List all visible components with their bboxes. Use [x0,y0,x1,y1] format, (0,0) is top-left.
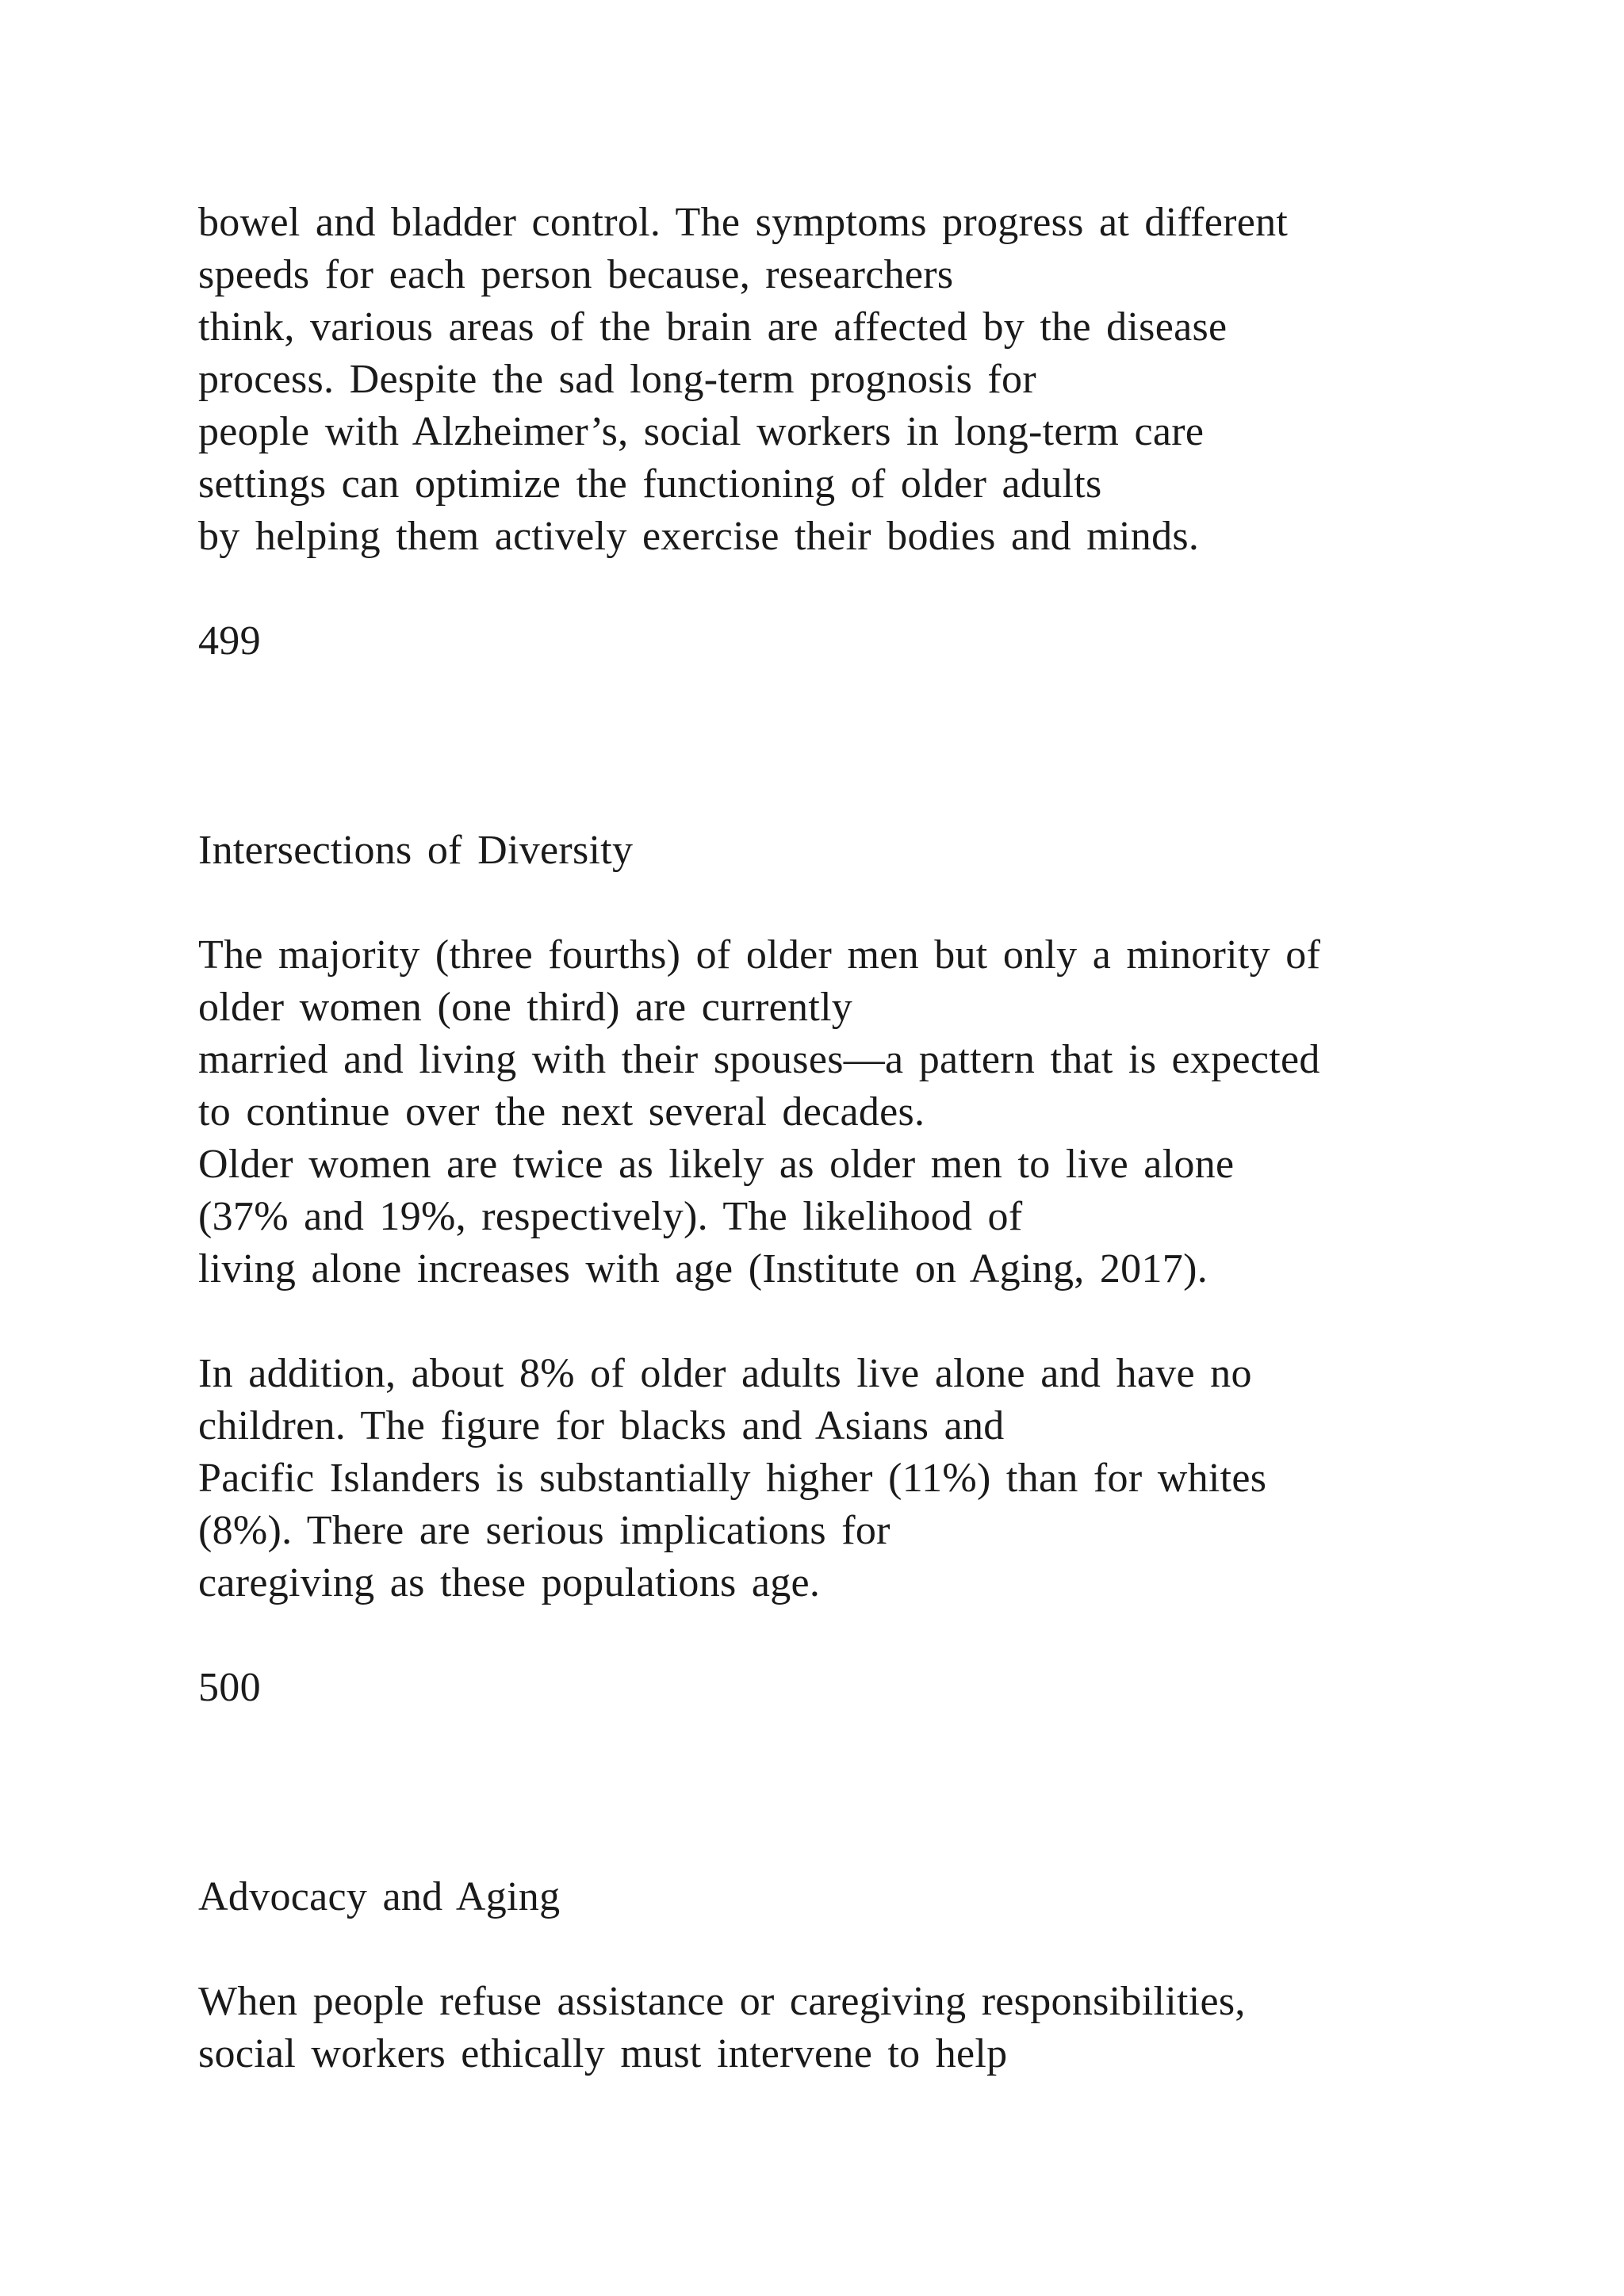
text-line: children. The figure for blacks and Asians and [198,1403,1005,1448]
text-line: living alone increases with age (Institute on Aging, 2017). [198,1246,1208,1292]
text-line: social workers ethically must intervene to help [198,2031,1008,2076]
text-line: bowel and bladder control. The symptoms progress at different [198,200,1289,245]
text-line: When people refuse assistance or caregiving responsibilities, [198,1979,1246,2024]
text-line: caregiving as these populations age. [198,1560,821,1605]
text-line: married and living with their spouses—a pattern that is expected [198,1037,1320,1082]
text-line: by helping them actively exercise their bodies and minds. [198,514,1200,559]
text-line: Pacific Islanders is substantially higher (11%) than for whites [198,1456,1267,1501]
text-line: older women (one third) are currently [198,985,853,1030]
page-number: 499 [198,618,261,664]
text-line: (8%). There are serious implications for [198,1508,891,1553]
text-line: people with Alzheimer’s, social workers in long-term care [198,409,1205,454]
section-heading: Intersections of Diversity [198,828,634,873]
text-line: Older women are twice as likely as older men to live alone [198,1142,1235,1187]
page-number: 500 [198,1665,261,1710]
text-line: to continue over the next several decades. [198,1089,925,1135]
text-line: think, various areas of the brain are affected by the disease [198,304,1228,350]
text-line: The majority (three fourths) of older men but only a minority of [198,932,1321,978]
text-line: speeds for each person because, researchers [198,252,954,297]
text-line: (37% and 19%, respectively). The likelihood of [198,1194,1023,1239]
text-line: process. Despite the sad long-term prognosis for [198,357,1036,402]
section-heading: Advocacy and Aging [198,1874,561,1919]
text-line: settings can optimize the functioning of older adults [198,461,1102,507]
text-line: In addition, about 8% of older adults live alone and have no [198,1351,1252,1396]
